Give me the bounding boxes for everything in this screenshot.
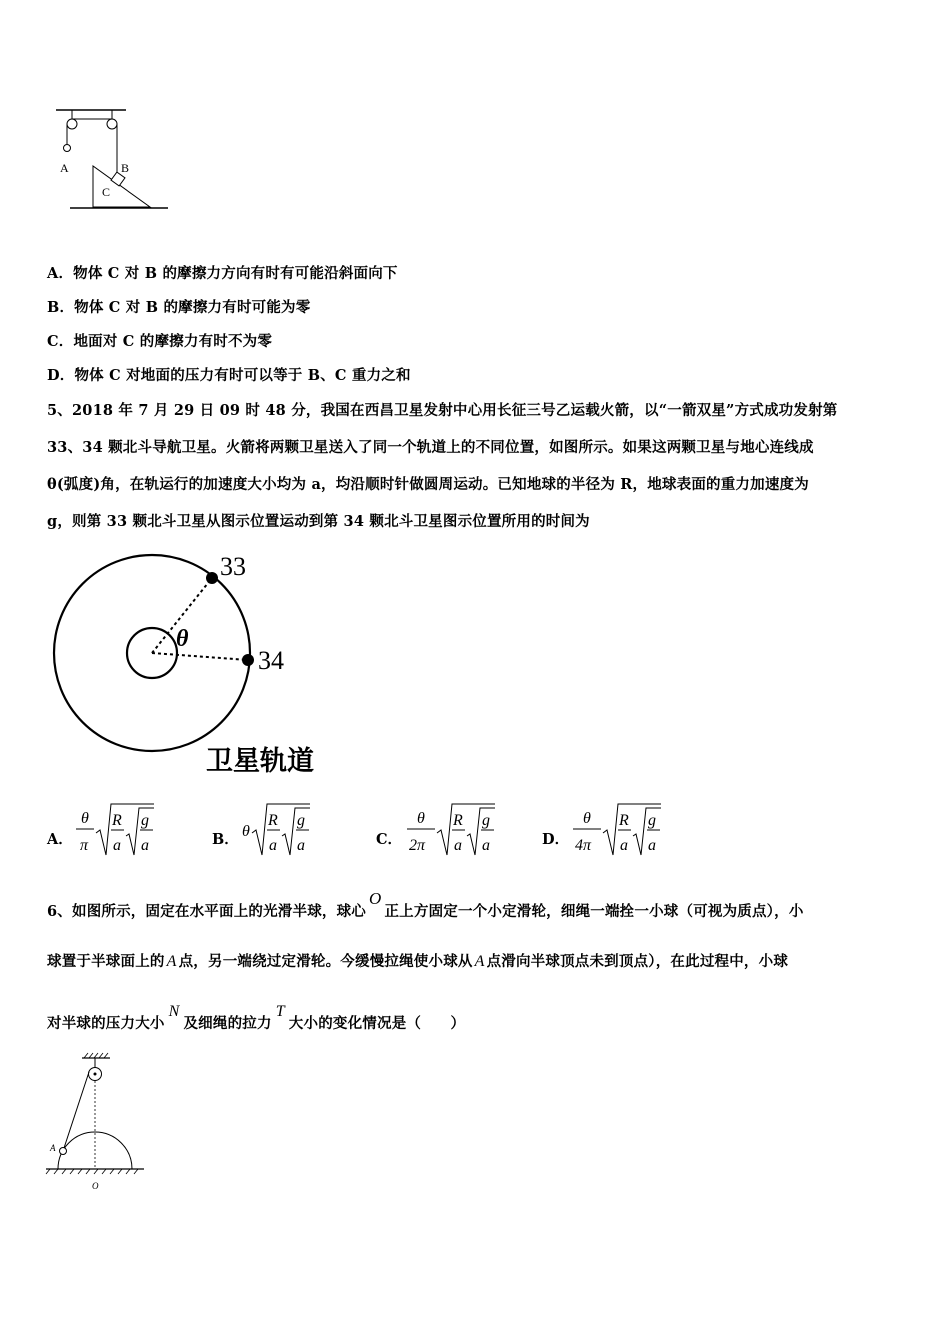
svg-text:a: a — [113, 837, 121, 854]
q6-label-a: A — [50, 1143, 56, 1153]
svg-text:a: a — [620, 837, 628, 854]
svg-text:g: g — [141, 812, 149, 829]
satellite-34 — [242, 654, 254, 666]
svg-text:R: R — [112, 812, 122, 829]
svg-text:a: a — [297, 837, 305, 854]
q6-line-2: 球置于半球面上的 A 点，另一端绕过定滑轮。今缓慢拉绳使小球从 A 点滑向半球顶点未到顶点），在此过程中，小球 — [47, 953, 789, 970]
svg-text:θ: θ — [583, 810, 591, 827]
svg-text:θ: θ — [242, 823, 250, 840]
svg-text:R: R — [619, 812, 629, 829]
q4-option-c: C．地面对 C 的摩擦力有时不为零 — [47, 333, 273, 350]
q4-label-a: A — [60, 161, 69, 175]
svg-text:θ: θ — [417, 810, 425, 827]
q5-option-b-formula — [240, 800, 320, 860]
angle-theta: θ — [176, 626, 189, 652]
q5-orbit-figure — [48, 548, 338, 778]
svg-text:a: a — [648, 837, 656, 854]
q5-option-c-formula — [405, 800, 505, 860]
sat-34-label: 34 — [258, 646, 284, 675]
svg-text:π: π — [80, 837, 89, 854]
q6-label-o: O — [92, 1181, 99, 1191]
q5-option-d-label: D． — [542, 831, 570, 848]
q4-option-d: D．物体 C 对地面的压力有时可以等于 B、C 重力之和 — [47, 367, 411, 384]
q4-label-c: C — [102, 185, 111, 199]
q6-line-1: 6、如图所示，固定在水平面上的光滑半球，球心O正上方固定一个小定滑轮，细绳一端拴一小球（可视为质点），小 — [47, 889, 804, 920]
q6-figure — [44, 1052, 149, 1194]
svg-text:R: R — [268, 812, 278, 829]
q5-option-b-label: B． — [212, 831, 239, 848]
svg-text:R: R — [453, 812, 463, 829]
q5-line-1: 5、2018 年 7 月 29 日 09 时 48 分，我国在西昌卫星发射中心用长征三号乙运载火箭，以“一箭双星”方式成功发射第 — [47, 402, 838, 419]
q5-option-c-label: C． — [376, 831, 403, 848]
q5-option-a-formula — [74, 800, 164, 860]
svg-text:g: g — [648, 812, 656, 829]
svg-text:θ: θ — [81, 810, 89, 827]
q4-option-a: A．物体 C 对 B 的摩擦力方向有时有可能沿斜面向下 — [47, 265, 398, 282]
svg-text:2π: 2π — [409, 837, 426, 854]
orbit-caption: 卫星轨道 — [206, 746, 314, 776]
q5-line-2: 33、34 颗北斗导航卫星。火箭将两颗卫星送入了同一个轨道上的不同位置，如图所示。如果这两颗卫星与地心连线成 — [47, 439, 814, 456]
q4-option-b: B．物体 C 对 B 的摩擦力有时可能为零 — [47, 299, 311, 316]
sat-33-label: 33 — [220, 552, 246, 581]
svg-text:g: g — [297, 812, 305, 829]
q5-option-a-label: A． — [47, 831, 73, 848]
svg-text:4π: 4π — [575, 837, 592, 854]
svg-text:a: a — [141, 837, 149, 854]
svg-text:a: a — [269, 837, 277, 854]
q6-line-3: 对半球的压力大小N及细绳的拉力T大小的变化情况是（ ） — [47, 1003, 466, 1032]
q5-line-3: θ(弧度)角，在轨运行的加速度大小均为 a，均沿顺时针做圆周运动。已知地球的半径为 R，地球表面的重力加速度为 — [47, 476, 809, 493]
q5-option-d-formula — [571, 800, 671, 860]
q4-figure — [50, 104, 175, 216]
svg-text:a: a — [482, 837, 490, 854]
satellite-33 — [206, 572, 218, 584]
svg-text:g: g — [482, 812, 490, 829]
q5-line-4: g，则第 33 颗北斗卫星从图示位置运动到第 34 颗北斗卫星图示位置所用的时间为 — [47, 513, 590, 530]
svg-text:a: a — [454, 837, 462, 854]
q4-label-b: B — [121, 161, 130, 175]
